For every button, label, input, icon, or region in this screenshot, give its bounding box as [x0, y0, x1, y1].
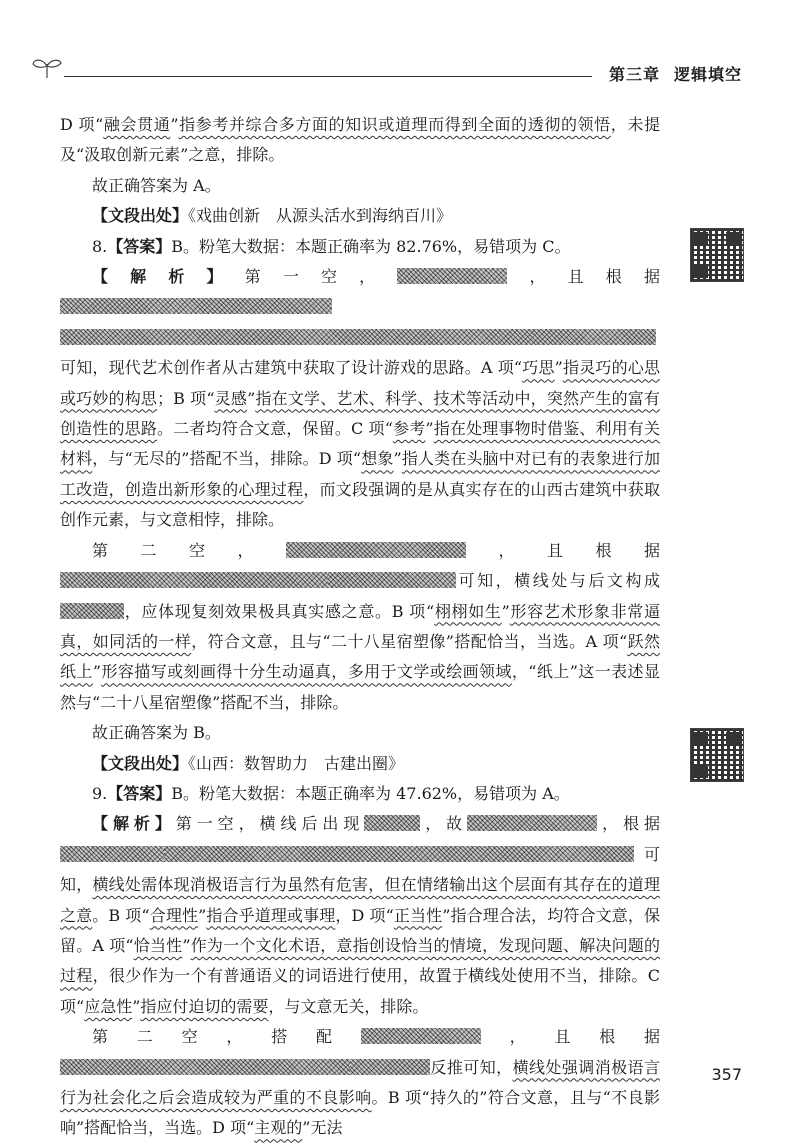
redacted-text: [286, 542, 466, 558]
analysis-paragraph: 【解析】第一空， ，且根据可知，现代艺术创作者从古建筑中获取了设计游戏的思路。A 项“巧思”指灵巧的心思或巧妙的构思；B 项“灵感”指在文学、艺术、科学、技术等活动中，突然产生的富有创造性的思路。二者均符合文意，保留。C 项“参考”指在处理事物时借鉴、利用有关材料，与“无尽的”搭配不当，排除。D 项“想象”指人类在头脑中对已有的表象进行加工改造，创造出新形象的心理过程，而文段强调的是从真实存在的山西古建筑中获取创作元素，与文意相悖，排除。: [60, 267, 660, 530]
answer-line: 8.【答案】B。粉笔大数据：本题正确率为 82.76%，易错项为 C。: [92, 236, 571, 256]
redacted-text: [350, 1059, 430, 1075]
redacted-text: [60, 329, 656, 345]
analysis-paragraph: 第二空，搭配 ，且根据反推可知，横线处强调消极语言行为社会化之后会造成较为严重的不良影响。B 项“持久的”符合文意，且与“不良影响”搭配恰当，当选。D 项“主观的”无法: [60, 1027, 660, 1138]
qr-code-icon: [690, 728, 744, 782]
redacted-text: [60, 298, 332, 314]
analysis-paragraph: 【解析】第一空，横线后出现 ，故 ，根据可知，横线处需体现消极语言行为虽然有危害，但在情绪输出这个层面有其存在的道理之意。B 项“合理性”指合乎道理或事理，D 项“正当性”指合理合法，均符合文意，保留。A 项“恰当性”作为一个文化术语，意指创设恰当的情境，发现问题、解决问题的过程，很少作为一个有普通语义的词语进行使用，故置于横线处使用不当，排除。C 项“应急性”指应付迫切的需要，与文意无关，排除。: [60, 814, 660, 1016]
page-body: [60, 110, 660, 1144]
page-header: [30, 48, 742, 88]
sprout-icon: [30, 56, 64, 80]
redacted-text: [364, 815, 420, 831]
answer-line: 9.【答案】B。粉笔大数据：本题正确率为 47.62%，易错项为 A。: [92, 783, 570, 803]
header-rule: [64, 76, 592, 77]
redacted-text: [328, 572, 456, 588]
redacted-text: [467, 815, 597, 831]
redacted-text: [60, 603, 124, 619]
redacted-text: [60, 572, 328, 588]
redacted-text: [397, 268, 507, 284]
chapter-label: 第三章: [608, 65, 660, 84]
paragraph: D 项“融会贯通”指参考并综合多方面的知识或道理而得到全面的透彻的领悟，未提及“汲取创新元素”之意，排除。: [60, 115, 660, 165]
paragraph: 故正确答案为 B。: [92, 723, 221, 743]
source-line: 【文段出处】《戏曲创新 从源头活水到海纳百川》: [92, 206, 453, 226]
analysis-paragraph: 第二空， ，且根据可知，横线处与后文构成，应体现复刻效果极具真实感之意。B 项“栩栩如生”形容艺术形象非常逼真，如同活的一样，符合文意，且与“二十八星宿塑像”搭配恰当，当选。A 项“跃然纸上”形容描写或刻画得十分生动逼真，多用于文学或绘画领域，“纸上”这一表述显然与“二十八星宿塑像”搭配不当，排除。: [60, 540, 660, 712]
redacted-text: [164, 846, 634, 862]
qr-code-icon: [690, 228, 744, 282]
redacted-text: [60, 1059, 350, 1075]
paragraph: 故正确答案为 A。: [92, 175, 221, 195]
redacted-text: [361, 1028, 481, 1044]
redacted-text: [60, 846, 164, 862]
section-label: 逻辑填空: [673, 65, 742, 84]
header-title: [595, 62, 742, 85]
source-line: 【文段出处】《山西：数智助力 古建出圈》: [92, 753, 405, 773]
page-number: 357: [711, 1065, 742, 1084]
